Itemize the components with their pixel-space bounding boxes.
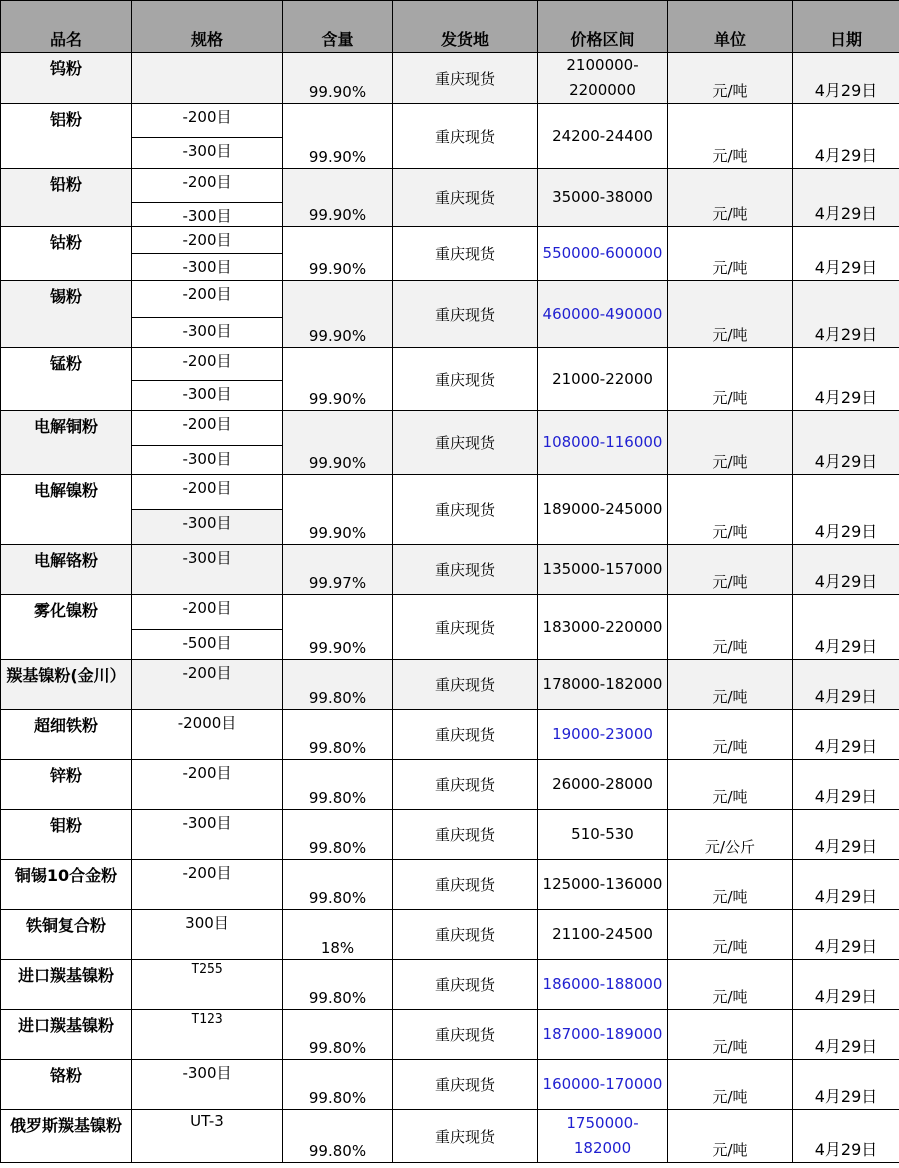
price-cell: 1750000-182000 — [538, 1110, 668, 1163]
origin-cell: 重庆现货 — [393, 860, 538, 910]
unit-cell: 元/吨 — [668, 227, 793, 281]
spec-cell: -300目 — [132, 446, 283, 475]
product-name: 电解镍粉 — [1, 475, 132, 545]
origin-cell: 重庆现货 — [393, 595, 538, 660]
product-name: 羰基镍粉(金川） — [1, 660, 132, 710]
unit-cell: 元/吨 — [668, 860, 793, 910]
content-cell: 18% — [283, 910, 393, 960]
product-name: 电解铬粉 — [1, 545, 132, 595]
spec-cell: T123 — [132, 1010, 283, 1060]
date-cell: 4月29日 — [793, 475, 899, 545]
origin-cell: 重庆现货 — [393, 1060, 538, 1110]
date-cell: 4月29日 — [793, 810, 899, 860]
price-cell: 26000-28000 — [538, 760, 668, 810]
table-row — [1, 1010, 899, 1060]
date-cell: 4月29日 — [793, 1110, 899, 1163]
spec-cell: -200目 — [132, 860, 283, 910]
table-row — [1, 810, 899, 860]
header-content: 含量 — [283, 1, 393, 53]
unit-cell: 元/吨 — [668, 545, 793, 595]
unit-cell: 元/吨 — [668, 710, 793, 760]
origin-cell: 重庆现货 — [393, 710, 538, 760]
date-cell: 4月29日 — [793, 411, 899, 475]
content-cell: 99.90% — [283, 595, 393, 660]
spec-cell: -300目 — [132, 1060, 283, 1110]
date-cell: 4月29日 — [793, 910, 899, 960]
spec-cell: -300目 — [132, 381, 283, 411]
unit-cell: 元/吨 — [668, 104, 793, 169]
unit-cell: 元/吨 — [668, 411, 793, 475]
table-row — [1, 960, 899, 1010]
origin-cell: 重庆现货 — [393, 411, 538, 475]
table-row — [1, 475, 899, 510]
price-cell: 510-530 — [538, 810, 668, 860]
content-cell: 99.80% — [283, 660, 393, 710]
spec-cell: -300目 — [132, 318, 283, 348]
content-cell: 99.80% — [283, 710, 393, 760]
table-row — [1, 1110, 899, 1163]
date-cell: 4月29日 — [793, 960, 899, 1010]
header-date: 日期 — [793, 1, 899, 53]
spec-cell: -200目 — [132, 595, 283, 630]
product-name: 锡粉 — [1, 281, 132, 348]
price-cell: 460000-490000 — [538, 281, 668, 348]
spec-cell: -200目 — [132, 281, 283, 318]
price-cell: 108000-116000 — [538, 411, 668, 475]
price-cell: 135000-157000 — [538, 545, 668, 595]
unit-cell: 元/吨 — [668, 960, 793, 1010]
spec-cell: -300目 — [132, 810, 283, 860]
product-name: 钼粉 — [1, 810, 132, 860]
table-row — [1, 227, 899, 254]
table-row — [1, 169, 899, 203]
header-price: 价格区间 — [538, 1, 668, 53]
spec-cell: -200目 — [132, 760, 283, 810]
origin-cell: 重庆现货 — [393, 169, 538, 227]
price-cell: 19000-23000 — [538, 710, 668, 760]
origin-cell: 重庆现货 — [393, 104, 538, 169]
price-cell: 125000-136000 — [538, 860, 668, 910]
spec-cell: -200目 — [132, 411, 283, 446]
product-name: 铅粉 — [1, 169, 132, 227]
header-name: 品名 — [1, 1, 132, 53]
table-row — [1, 760, 899, 810]
date-cell: 4月29日 — [793, 860, 899, 910]
product-name: 进口羰基镍粉 — [1, 1010, 132, 1060]
product-name: 铜锡10合金粉 — [1, 860, 132, 910]
content-cell: 99.90% — [283, 104, 393, 169]
content-cell: 99.97% — [283, 545, 393, 595]
date-cell: 4月29日 — [793, 1010, 899, 1060]
origin-cell: 重庆现货 — [393, 660, 538, 710]
table-row — [1, 281, 899, 318]
content-cell: 99.90% — [283, 411, 393, 475]
unit-cell: 元/吨 — [668, 169, 793, 227]
table-row — [1, 910, 899, 960]
unit-cell: 元/公斤 — [668, 810, 793, 860]
unit-cell: 元/吨 — [668, 348, 793, 411]
unit-cell: 元/吨 — [668, 660, 793, 710]
product-name: 铁铜复合粉 — [1, 910, 132, 960]
price-cell: 187000-189000 — [538, 1010, 668, 1060]
table-row — [1, 545, 899, 595]
spec-cell: -200目 — [132, 475, 283, 510]
content-cell: 99.80% — [283, 810, 393, 860]
origin-cell: 重庆现货 — [393, 910, 538, 960]
spec-cell: -2000目 — [132, 710, 283, 760]
date-cell: 4月29日 — [793, 545, 899, 595]
content-cell: 99.90% — [283, 475, 393, 545]
origin-cell: 重庆现货 — [393, 53, 538, 104]
product-name: 钨粉 — [1, 53, 132, 104]
date-cell: 4月29日 — [793, 595, 899, 660]
date-cell: 4月29日 — [793, 53, 899, 104]
product-name: 俄罗斯羰基镍粉 — [1, 1110, 132, 1163]
table-row — [1, 710, 899, 760]
price-cell: 183000-220000 — [538, 595, 668, 660]
price-cell: 35000-38000 — [538, 169, 668, 227]
product-name: 铝粉 — [1, 104, 132, 169]
price-cell: 21000-22000 — [538, 348, 668, 411]
table-row — [1, 660, 899, 710]
spec-cell: -300目 — [132, 510, 283, 545]
table-row — [1, 411, 899, 446]
content-cell: 99.90% — [283, 281, 393, 348]
spec-cell: -200目 — [132, 104, 283, 138]
product-name: 雾化镍粉 — [1, 595, 132, 660]
date-cell: 4月29日 — [793, 660, 899, 710]
spec-cell: -300目 — [132, 254, 283, 281]
spec-cell: -300目 — [132, 545, 283, 595]
price-cell: 550000-600000 — [538, 227, 668, 281]
spec-cell — [132, 53, 283, 104]
date-cell: 4月29日 — [793, 710, 899, 760]
date-cell: 4月29日 — [793, 227, 899, 281]
origin-cell: 重庆现货 — [393, 810, 538, 860]
product-name: 铬粉 — [1, 1060, 132, 1110]
content-cell: 99.80% — [283, 1010, 393, 1060]
date-cell: 4月29日 — [793, 169, 899, 227]
price-cell: 160000-170000 — [538, 1060, 668, 1110]
unit-cell: 元/吨 — [668, 760, 793, 810]
origin-cell: 重庆现货 — [393, 281, 538, 348]
table-row — [1, 53, 899, 104]
content-cell: 99.80% — [283, 1060, 393, 1110]
unit-cell: 元/吨 — [668, 1060, 793, 1110]
spec-cell: -200目 — [132, 227, 283, 254]
price-cell: 21100-24500 — [538, 910, 668, 960]
price-cell: 178000-182000 — [538, 660, 668, 710]
price-cell: 24200-24400 — [538, 104, 668, 169]
spec-cell: -200目 — [132, 348, 283, 381]
origin-cell: 重庆现货 — [393, 545, 538, 595]
product-name: 电解铜粉 — [1, 411, 132, 475]
header-spec: 规格 — [132, 1, 283, 53]
content-cell: 99.90% — [283, 348, 393, 411]
table-row — [1, 104, 899, 138]
origin-cell: 重庆现货 — [393, 1010, 538, 1060]
price-cell: 2100000-2200000 — [538, 53, 668, 104]
spec-cell: -300目 — [132, 138, 283, 169]
header-unit: 单位 — [668, 1, 793, 53]
price-cell: 189000-245000 — [538, 475, 668, 545]
origin-cell: 重庆现货 — [393, 960, 538, 1010]
product-name: 锌粉 — [1, 760, 132, 810]
product-name: 钴粉 — [1, 227, 132, 281]
unit-cell: 元/吨 — [668, 281, 793, 348]
spec-cell: T255 — [132, 960, 283, 1010]
unit-cell: 元/吨 — [668, 475, 793, 545]
origin-cell: 重庆现货 — [393, 348, 538, 411]
content-cell: 99.90% — [283, 53, 393, 104]
table-row — [1, 1060, 899, 1110]
header-origin: 发货地 — [393, 1, 538, 53]
content-cell: 99.80% — [283, 1110, 393, 1163]
unit-cell: 元/吨 — [668, 595, 793, 660]
spec-cell: -200目 — [132, 660, 283, 710]
unit-cell: 元/吨 — [668, 910, 793, 960]
origin-cell: 重庆现货 — [393, 227, 538, 281]
spec-cell: -300目 — [132, 203, 283, 227]
unit-cell: 元/吨 — [668, 1110, 793, 1163]
origin-cell: 重庆现货 — [393, 475, 538, 545]
content-cell: 99.80% — [283, 960, 393, 1010]
date-cell: 4月29日 — [793, 281, 899, 348]
spec-cell: -200目 — [132, 169, 283, 203]
origin-cell: 重庆现货 — [393, 760, 538, 810]
content-cell: 99.80% — [283, 760, 393, 810]
header-row — [1, 1, 899, 53]
date-cell: 4月29日 — [793, 1060, 899, 1110]
table-row — [1, 860, 899, 910]
unit-cell: 元/吨 — [668, 1010, 793, 1060]
content-cell: 99.90% — [283, 169, 393, 227]
table-row — [1, 348, 899, 381]
content-cell: 99.90% — [283, 227, 393, 281]
spec-cell: 300目 — [132, 910, 283, 960]
origin-cell: 重庆现货 — [393, 1110, 538, 1163]
date-cell: 4月29日 — [793, 348, 899, 411]
product-name: 进口羰基镍粉 — [1, 960, 132, 1010]
price-cell: 186000-188000 — [538, 960, 668, 1010]
spec-cell: UT-3 — [132, 1110, 283, 1163]
product-name: 锰粉 — [1, 348, 132, 411]
product-name: 超细铁粉 — [1, 710, 132, 760]
table-row — [1, 595, 899, 630]
spec-cell: -500目 — [132, 630, 283, 660]
date-cell: 4月29日 — [793, 104, 899, 169]
date-cell: 4月29日 — [793, 760, 899, 810]
unit-cell: 元/吨 — [668, 53, 793, 104]
content-cell: 99.80% — [283, 860, 393, 910]
